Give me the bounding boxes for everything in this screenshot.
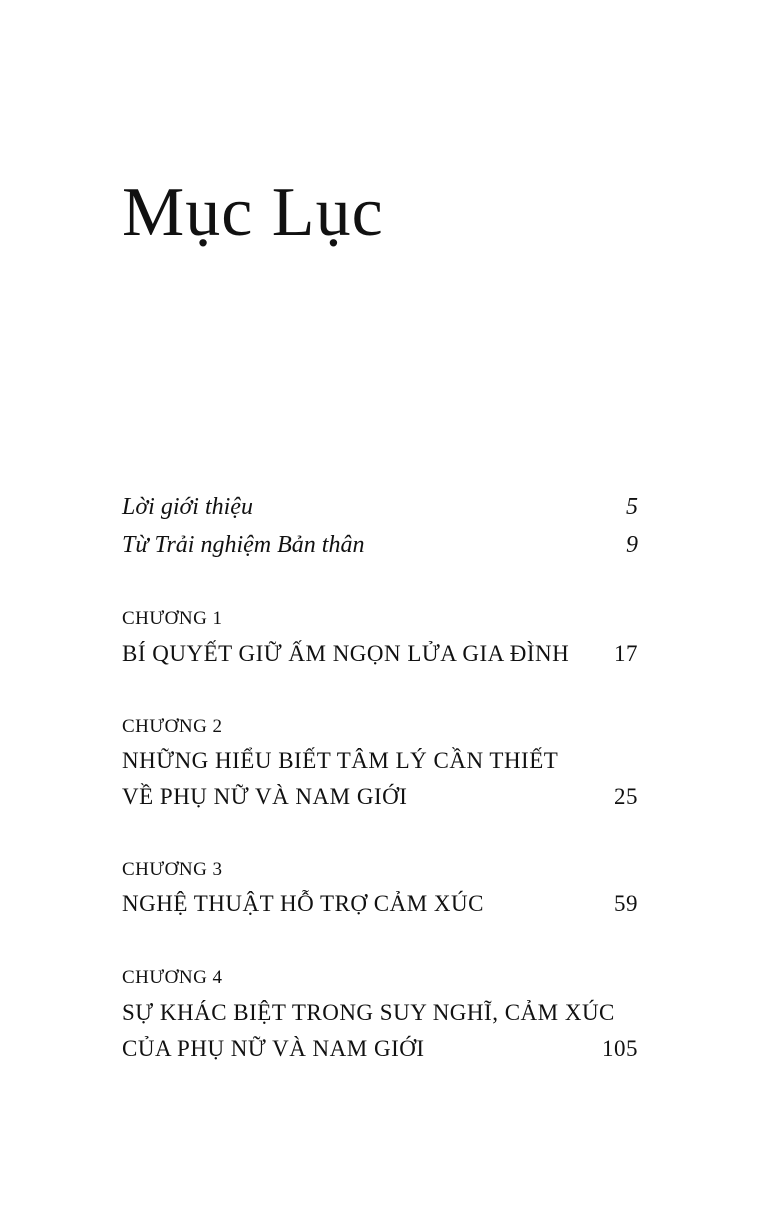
toc-entry-chapter-4[interactable] bbox=[122, 1032, 638, 1066]
toc-entry-page-number: 9 bbox=[626, 532, 638, 558]
toc-entry-page-number: 25 bbox=[614, 784, 638, 809]
toc-entry-label: Lời giới thiệu bbox=[122, 494, 253, 520]
toc-entry-chapter-3[interactable] bbox=[122, 887, 638, 921]
toc-entry-personal-experience[interactable] bbox=[122, 528, 638, 562]
toc-entry-chapter-2[interactable] bbox=[122, 780, 638, 814]
toc-entry-introduction[interactable] bbox=[122, 490, 638, 524]
chapter-title-line: CỦA PHỤ NỮ VÀ NAM GIỚI bbox=[122, 1036, 425, 1061]
chapter-title-line: NGHỆ THUẬT HỖ TRỢ CẢM XÚC bbox=[122, 891, 484, 916]
toc-entry-chapter-4-line-1[interactable] bbox=[122, 996, 638, 1030]
chapter-3-label: CHƯƠNG 3 bbox=[122, 859, 223, 880]
chapter-title-line: SỰ KHÁC BIỆT TRONG SUY NGHĨ, CẢM XÚC bbox=[122, 1000, 615, 1025]
toc-entry-page-number: 17 bbox=[614, 641, 638, 666]
page-title: Mục Lục bbox=[122, 174, 384, 251]
chapter-title-line: BÍ QUYẾT GIỮ ẤM NGỌN LỬA GIA ĐÌNH bbox=[122, 641, 570, 666]
toc-entry-page-number: 5 bbox=[626, 494, 638, 520]
chapter-title-line: VỀ PHỤ NỮ VÀ NAM GIỚI bbox=[122, 784, 408, 809]
chapter-title-line: NHỮNG HIỂU BIẾT TÂM LÝ CẦN THIẾT bbox=[122, 748, 559, 773]
chapter-4-label: CHƯƠNG 4 bbox=[122, 967, 223, 988]
toc-entry-label: Từ Trải nghiệm Bản thân bbox=[122, 532, 365, 558]
chapter-2-label: CHƯƠNG 2 bbox=[122, 716, 223, 737]
toc-entry-chapter-1[interactable] bbox=[122, 637, 638, 671]
toc-entry-chapter-2-line-1[interactable] bbox=[122, 744, 638, 778]
chapter-1-label: CHƯƠNG 1 bbox=[122, 608, 223, 629]
toc-entry-page-number: 59 bbox=[614, 891, 638, 916]
toc-entry-page-number: 105 bbox=[602, 1036, 638, 1061]
